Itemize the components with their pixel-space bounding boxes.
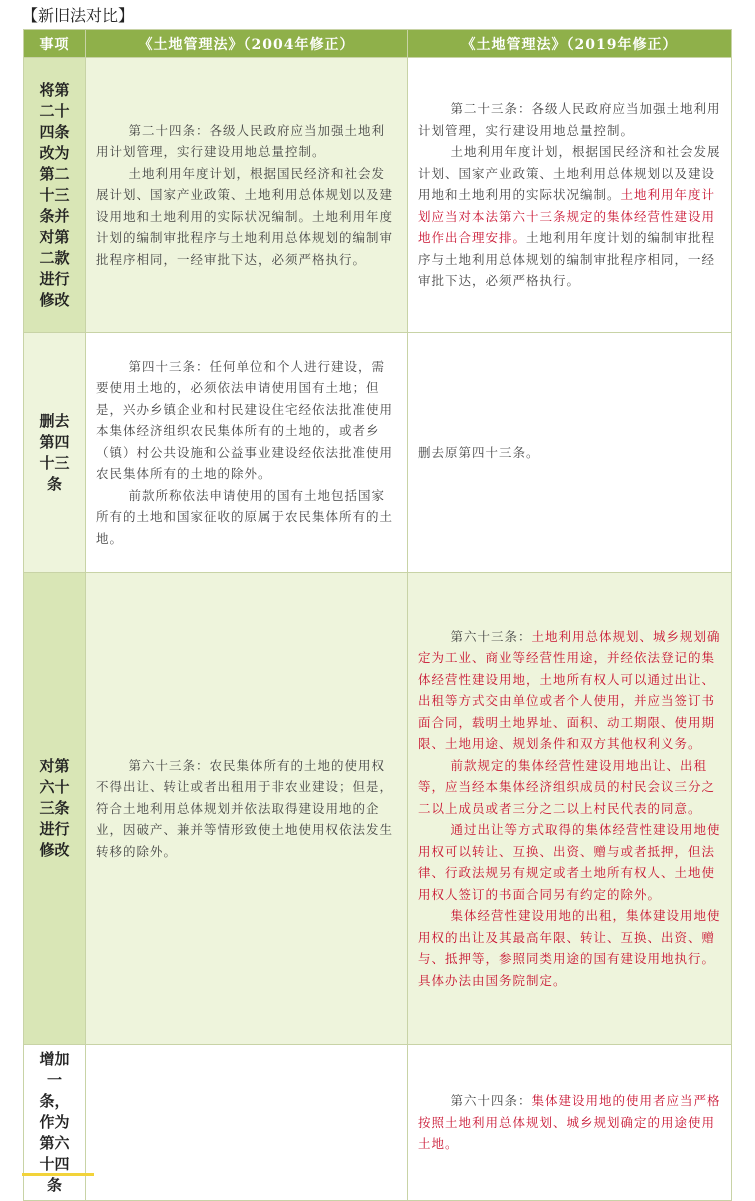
amended-text: 集体建设用地的使用者应当严格按照土地利用总体规划、城乡规划确定的用途使用土地。 <box>418 1093 721 1152</box>
amended-paragraph: 前款规定的集体经营性建设用地出让、出租等，应当经本集体经济组织成员的村民会议三分之二以上成员或者三分之二以上村民代表的同意。 <box>418 757 716 816</box>
row-item-label: 删去第四十三条 <box>24 333 86 573</box>
old-law-cell <box>86 1045 408 1201</box>
amended-text: 土地利用总体规划、城乡规划确定为工业、商业等经营性用途，并经依法登记的集体经营性建设用地，土地所有权人可以通过出让、出租等方式交由单位或者个人使用，并应当签订书面合同，载明土地界址、面积、动工期限、使用期限、土地用途、规划条件和双方其他权利义务。 <box>418 628 721 752</box>
amended-text: 土地利用年度计划应当对本法第六十三条规定的集体经营性建设用地作出合理安排。 <box>418 187 716 246</box>
new-law-paragraph: 第二十三条：各级人民政府应当加强土地利用计划管理，实行建设用地总量控制。 <box>418 101 721 138</box>
table-row <box>24 58 732 333</box>
row-item-label: 增加一条，作为第六十四条 <box>24 1045 86 1201</box>
old-law-paragraph: 前款所称依法申请使用的国有土地包括国家所有的土地和国家征收的原属于农民集体所有的土地。 <box>96 487 394 546</box>
amended-paragraph: 通过出让等方式取得的集体经营性建设用地使用权可以转让、互换、出资、赠与或者抵押，但法律、行政法规另有规定或者土地所有权人、土地使用权人签订的书面合同另有约定的除外。 <box>418 822 721 902</box>
header-item: 事项 <box>24 30 86 58</box>
old-law-paragraph: 土地利用年度计划，根据国民经济和社会发展计划、国家产业政策、土地利用总体规划以及建设用地和土地利用的实际状况编制。土地利用年度计划的编制审批程序与土地利用总体规划的编制审批程序相同，一经审批下达，必须严格执行。 <box>96 165 394 267</box>
new-law-paragraph <box>418 141 721 292</box>
decorative-underline <box>22 1173 94 1176</box>
new-law-cell <box>408 58 732 333</box>
new-law-text: 删去原第四十三条。 <box>418 444 540 460</box>
table-row <box>24 573 732 1045</box>
old-law-paragraph: 第四十三条：任何单位和个人进行建设，需要使用土地的，必须依法申请使用国有土地；但是，兴办乡镇企业和村民建设住宅经依法批准使用本集体经济组织农民集体所有的土地的，或者乡（镇）村公共设施和公益事业建设经依法批准使用农民集体所有的土地的除外。 <box>96 358 394 482</box>
page-title: 【新旧法对比】 <box>22 6 135 25</box>
table-row <box>24 333 732 573</box>
new-law-cell <box>408 573 732 1045</box>
header-new-law: 《土地管理法》（2019年修正） <box>408 30 732 58</box>
old-law-paragraph: 第二十四条：各级人民政府应当加强土地利用计划管理，实行建设用地总量控制。 <box>96 122 386 160</box>
header-old-law: 《土地管理法》（2004年修正） <box>86 30 408 58</box>
row-item-label: 对第六十三条进行修改 <box>24 573 86 1045</box>
new-law-paragraph <box>418 626 721 755</box>
row-item-label: 将第二十四条改为第二十三条并对第二款进行修改 <box>24 58 86 333</box>
old-law-cell <box>86 333 408 573</box>
old-law-cell <box>86 58 408 333</box>
table-row <box>24 1045 732 1201</box>
table-header-row <box>24 30 732 58</box>
new-law-paragraph <box>418 1090 721 1155</box>
new-law-text: 第六十三条： <box>450 628 532 644</box>
new-law-cell <box>408 333 732 573</box>
new-law-text: 土地利用年度计划，根据国民经济和社会发展计划、国家产业政策、土地利用总体规划以及建设用地和土地利用的实际状况编制。 <box>418 144 721 203</box>
new-law-cell <box>408 1045 732 1201</box>
amended-paragraph: 集体经营性建设用地的出租，集体建设用地使用权的出让及其最高年限、转让、互换、出资、赠与、抵押等，参照同类用途的国有建设用地执行。具体办法由国务院制定。 <box>418 908 721 988</box>
new-law-text: 土地利用年度计划的编制审批程序与土地利用总体规划的编制审批程序相同，一经审批下达，必须严格执行。 <box>418 230 716 289</box>
old-law-paragraph: 第六十三条：农民集体所有的土地的使用权不得出让、转让或者出租用于非农业建设；但是，符合土地利用总体规划并依法取得建设用地的企业，因破产、兼并等情形致使土地使用权依法发生转移的除外。 <box>96 757 394 859</box>
old-law-cell <box>86 573 408 1045</box>
new-law-text: 第六十四条： <box>450 1093 532 1109</box>
comparison-table <box>23 29 732 1201</box>
